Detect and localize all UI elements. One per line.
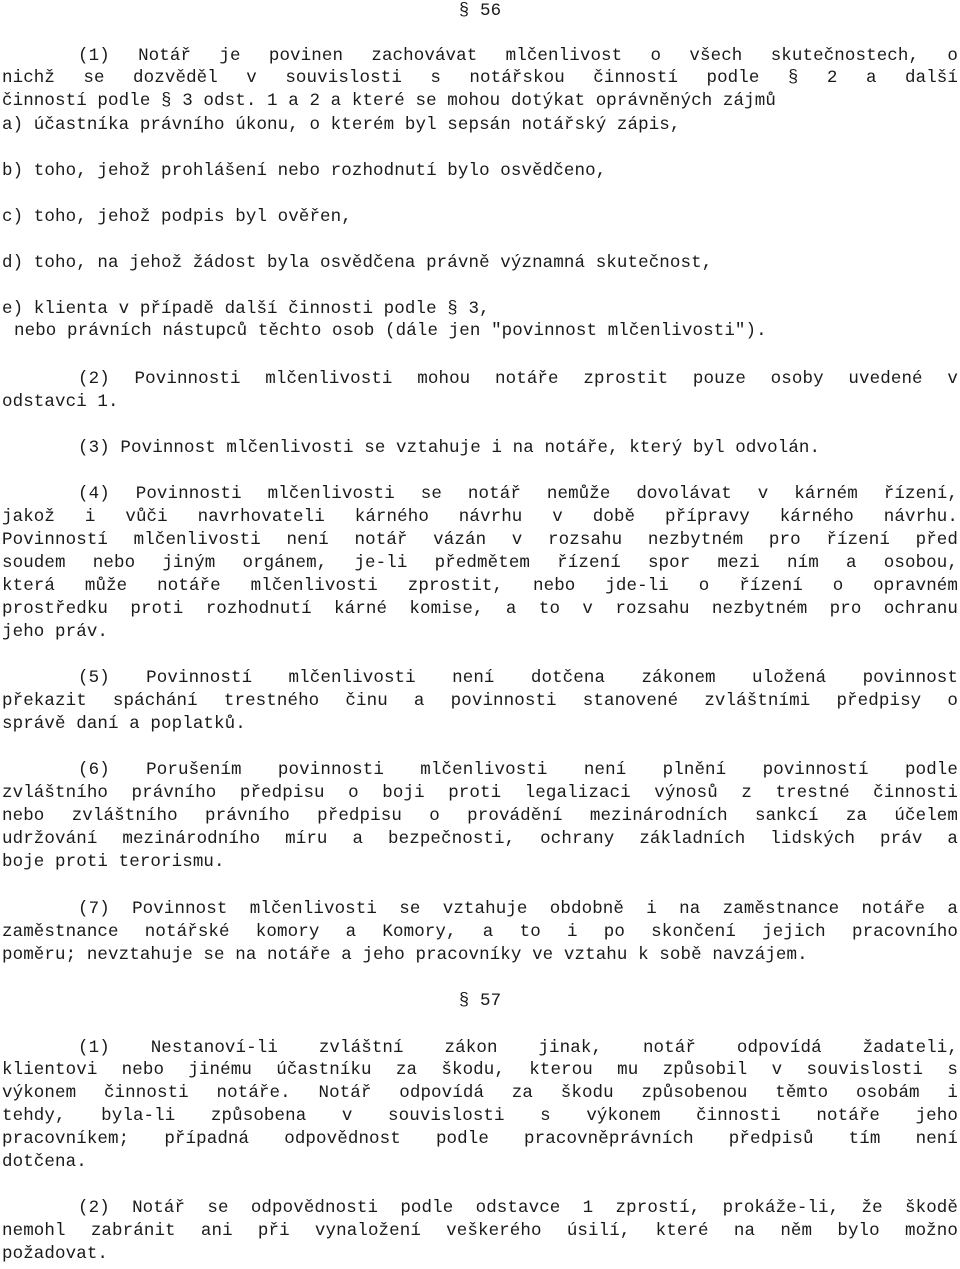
list-item-c: c) toho, jehož podpis byl ověřen, [2, 207, 352, 227]
s57-paragraph-1-line-6: dotčena. [2, 1152, 87, 1172]
s57-paragraph-1-line-1: (1) Nestanoví-li zvláštní zákon jinak, notář odpovídá žadateli, [78, 1038, 958, 1058]
s57-paragraph-1-line-4: tehdy, byla-li způsobena v souvislosti s výkonem činnosti notáře jeho [2, 1106, 958, 1126]
paragraph-4-line-7: jeho práv. [2, 622, 109, 642]
s57-paragraph-1-line-3: výkonem činnosti notáře. Notář odpovídá za škodu způsobenou těmto osobám i [2, 1083, 958, 1103]
list-item-e: e) klienta v případě další činnosti podle § 3, [2, 299, 490, 319]
paragraph-4-line-4: soudem nebo jiným orgánem, je-li předmětem řízení spor mezi ním a osobou, [2, 553, 958, 573]
paragraph-1-line-1: (1) Notář je povinen zachovávat mlčenlivost o všech skutečnostech, o [78, 46, 958, 66]
paragraph-7-line-1: (7) Povinnost mlčenlivosti se vztahuje obdobně i na zaměstnance notáře a [78, 899, 958, 919]
paragraph-7-line-3: poměru; nevztahuje se na notáře a jeho pracovníky ve vztahu k sobě navzájem. [2, 945, 808, 965]
paragraph-1-line-3: činností podle § 3 odst. 1 a 2 a které se mohou dotýkat oprávněných zájmů [2, 91, 776, 111]
s57-paragraph-2-line-1: (2) Notář se odpovědnosti podle odstavce 1 zprostí, prokáže-li, že škodě [78, 1198, 958, 1218]
paragraph-1-closing: nebo právních nástupců těchto osob (dále jen "povinnost mlčenlivosti"). [14, 321, 767, 341]
paragraph-6-line-1: (6) Porušením povinnosti mlčenlivosti není plnění povinností podle [78, 760, 958, 780]
paragraph-6-line-3: nebo zvláštního právního předpisu o provádění mezinárodních sankcí za účelem [2, 806, 958, 826]
paragraph-2-line-2: odstavci 1. [2, 392, 119, 412]
paragraph-4-line-6: prostředku proti rozhodnutí kárné komise, a to v rozsahu nezbytném pro ochranu [2, 599, 958, 619]
list-item-b: b) toho, jehož prohlášení nebo rozhodnutí bylo osvědčeno, [2, 161, 607, 181]
paragraph-4-line-2: jakož i vůči navrhovateli kárného návrhu v době přípravy kárného návrhu. [2, 507, 958, 527]
paragraph-6-line-2: zvláštního právního předpisu o boji proti legalizaci výnosů z trestné činnosti [2, 783, 958, 803]
paragraph-6-line-4: udržování mezinárodního míru a bezpečnosti, ochrany základních lidských práv a [2, 829, 958, 849]
paragraph-1-line-2: nichž se dozvěděl v souvislosti s notářskou činností podle § 2 a další [2, 68, 958, 88]
paragraph-5-line-1: (5) Povinností mlčenlivosti není dotčena zákonem uložená povinnost [78, 668, 958, 688]
paragraph-5-line-3: správě daní a poplatků. [2, 714, 246, 734]
paragraph-4-line-5: která může notáře mlčenlivosti zprostit, nebo jde-li o řízení o opravném [2, 576, 958, 596]
paragraph-2-line-1: (2) Povinnosti mlčenlivosti mohou notáře zprostit pouze osoby uvedené v [78, 369, 958, 389]
s57-paragraph-2-line-2: nemohl zabránit ani při vynaložení veškerého úsilí, které na něm bylo možno [2, 1221, 958, 1241]
paragraph-4-line-1: (4) Povinnosti mlčenlivosti se notář nemůže dovolávat v kárném řízení, [78, 484, 958, 504]
section-56-heading: § 56 [458, 1, 502, 21]
paragraph-5-line-2: překazit spáchání trestného činu a povinnosti stanovené zvláštními předpisy o [2, 691, 958, 711]
s57-paragraph-1-line-2: klientovi nebo jinému účastníku za škodu, kterou mu způsobil v souvislosti s [2, 1060, 958, 1080]
paragraph-7-line-2: zaměstnance notářské komory a Komory, a to i po skončení jejich pracovního [2, 922, 958, 942]
paragraph-4-line-3: Povinností mlčenlivosti není notář vázán v rozsahu nezbytném pro řízení před [2, 530, 958, 550]
list-item-d: d) toho, na jehož žádost byla osvědčena právně významná skutečnost, [2, 253, 713, 273]
s57-paragraph-1-line-5: pracovníkem; případná odpovědnost podle pracovněprávních předpisů tím není [2, 1129, 958, 1149]
paragraph-3-line-1: (3) Povinnost mlčenlivosti se vztahuje i na notáře, který byl odvolán. [78, 438, 821, 458]
section-57-heading: § 57 [458, 991, 502, 1011]
s57-paragraph-2-line-3: požadovat. [2, 1244, 109, 1264]
paragraph-6-line-5: boje proti terorismu. [2, 852, 225, 872]
list-item-a: a) účastníka právního úkonu, o kterém byl sepsán notářský zápis, [2, 115, 681, 135]
